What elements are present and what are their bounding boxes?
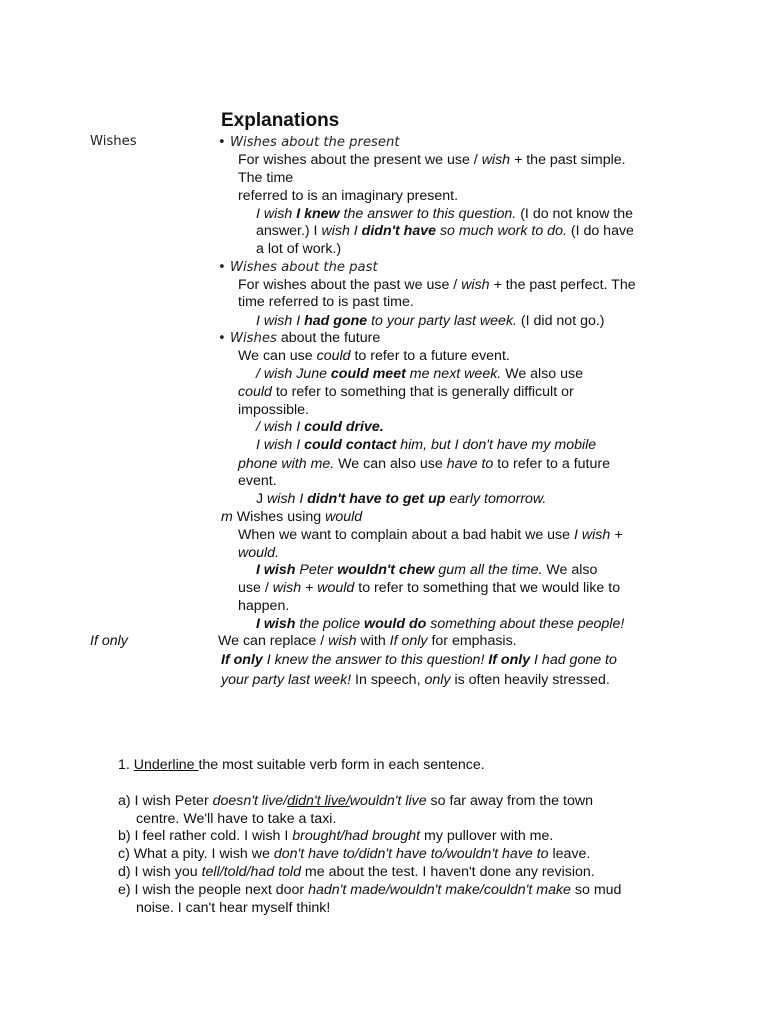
text-line [118,756,485,774]
text-segment: wish [328,633,357,649]
text-segment: When we want to complain about a bad habit we use [238,527,574,543]
text-line [118,881,621,899]
text-segment: c) What a pity. I wish we [118,846,274,862]
text-segment: would do [364,616,427,632]
text-segment: e) I wish the people next door [118,882,309,898]
text-segment: to refer to a future [493,456,610,472]
text-segment: to refer to a future event. [350,348,510,364]
text-segment: the past simple. [522,152,626,168]
text-segment: wish + [481,152,523,168]
text-segment: impossible. [238,402,309,418]
text-segment: have to [446,456,494,472]
text-line [256,561,597,579]
text-segment: I wish [256,562,296,578]
text-line [238,151,626,169]
text-line [118,845,590,863]
text-line [256,222,634,240]
text-line [136,899,330,917]
text-segment: doesn't live/ [212,793,288,809]
text-segment: to refer to something that we would like to [354,580,621,596]
text-segment: J [256,491,268,507]
text-line [238,401,309,419]
text-segment: brought/had brought [292,828,421,844]
text-line [256,418,384,436]
text-segment: (I do have [566,223,634,239]
text-line [221,508,362,526]
text-segment: leave. [548,846,591,862]
text-segment: / wish I [256,419,305,435]
text-segment: time referred to is past time. [238,294,414,310]
text-segment: If only [389,633,428,649]
text-segment: would [325,509,363,525]
text-line [221,671,610,689]
text-segment: could contact [304,437,397,453]
text-segment: early tomorrow. [445,491,547,507]
text-segment: wouldn't chew [337,562,435,578]
text-line [238,526,622,544]
text-line [256,240,341,258]
text-segment: didn't live/ [287,793,350,809]
text-segment: (I did not go.) [516,313,605,329]
text-segment: wish + would [272,580,355,596]
text-segment: • Wishes [218,331,277,346]
text-segment: so far away from the town [426,793,593,809]
text-segment: could drive. [304,419,384,435]
text-line [238,276,636,294]
text-segment: centre. We'll have to take a taxi. [136,811,337,827]
text-segment: the answer to this question. [339,206,517,222]
text-segment: a) I wish Peter [118,793,213,809]
text-segment: hadn't made/wouldn't make/couldn't make [308,882,571,898]
text-segment: me about the test. I haven't done any revision. [300,864,595,880]
text-segment: the past perfect. The [501,277,636,293]
text-segment: noise. I can't hear myself think! [136,900,331,916]
text-segment: tell/told/had told [201,864,301,880]
text-segment: For wishes about the present we use / [238,152,482,168]
text-segment: We can also use [334,456,447,472]
text-segment: could [316,348,351,364]
text-line [256,312,605,330]
text-line [118,863,595,881]
text-line [238,169,293,187]
text-segment: so much work to do. [436,223,567,239]
text-segment: gum all the time. [434,562,543,578]
text-line [136,810,336,828]
text-segment: my pullover with me. [420,828,554,844]
page-title: Explanations [221,110,340,131]
text-segment: phone with me. [238,456,335,472]
text-segment: me next week. [405,366,502,382]
text-segment: wish I [267,491,308,507]
text-segment: happen. [238,598,290,614]
text-line [218,632,517,650]
text-line [256,436,596,454]
text-segment: the most suitable verb form in each sentence. [198,757,485,773]
text-segment: We can replace / [218,633,329,649]
text-segment: • Wishes about the present [218,135,400,150]
text-segment: Peter [295,562,338,578]
text-segment: I had gone to [530,652,617,668]
text-line [218,258,378,277]
text-segment: We also [542,562,598,578]
text-segment: your party last week! [221,672,352,688]
text-segment: the police [295,616,365,632]
text-segment: only [424,672,451,688]
text-segment: didn't have [361,223,436,239]
text-line [238,579,620,597]
text-segment: use / [238,580,273,596]
text-segment: wish + [461,277,502,293]
text-segment: (I do not know the [516,206,633,222]
text-line [238,455,610,473]
text-segment: answer.) I [256,223,322,239]
text-segment: to your party last week. [367,313,517,329]
text-segment: is often heavily stressed. [450,672,610,688]
text-line [256,490,546,508]
text-segment: referred to is an imaginary present. [238,188,459,204]
text-segment: m [221,509,233,525]
text-segment: wish I [321,223,362,239]
text-line [238,187,458,205]
side-label-if-only: If only [90,633,128,649]
text-segment: 1. [118,757,134,773]
text-line [118,792,593,810]
text-line [256,615,624,633]
text-segment: a lot of work.) [256,241,342,257]
text-segment: We can use [238,348,317,364]
text-segment: b) I feel rather cold. I wish I [118,828,293,844]
text-line [238,597,289,615]
side-label-wishes: Wishes [90,134,137,149]
text-segment: something about these people! [426,616,625,632]
text-segment: wouldn't live [349,793,427,809]
text-line [238,472,277,490]
text-segment: If only [221,652,263,668]
text-segment: so mud [570,882,622,898]
text-segment: would. [238,545,280,561]
text-segment: For wishes about the past we use / [238,277,462,293]
text-line [238,544,279,562]
text-segment: with [356,633,390,649]
text-segment: I wish [256,616,296,632]
text-line [218,329,380,348]
text-segment: could [238,384,272,400]
text-segment: In speech, [351,672,425,688]
text-segment: I wish I [256,437,305,453]
text-segment: I wish + [573,527,623,543]
text-line [118,827,553,845]
text-segment: • Wishes about the past [218,260,378,275]
text-segment: had gone [304,313,368,329]
text-segment: We also use [501,366,584,382]
text-line [238,293,414,311]
text-segment: / wish June [256,366,331,382]
text-segment: him, but I don't have my mobile [396,437,597,453]
text-line [256,365,583,383]
text-segment: I knew the answer to this question! [262,652,489,668]
text-segment: didn't have to get up [307,491,446,507]
text-segment: If only [488,652,531,668]
text-segment: I wish [256,206,297,222]
text-segment: I knew [296,206,340,222]
text-segment: Wishes using [232,509,326,525]
text-segment: I wish I [256,313,305,329]
text-line [218,133,400,152]
text-line [256,205,633,223]
text-segment: The time [238,170,294,186]
text-segment: don't have to/didn't have to/wouldn't have to [273,846,549,862]
text-segment: d) I wish you [118,864,202,880]
text-line [238,347,510,365]
text-segment: to refer to something that is generally difficult or [271,384,574,400]
text-segment: Underline [133,757,199,773]
text-segment: about the future [276,330,381,346]
text-line [238,383,574,401]
text-segment: event. [238,473,277,489]
text-segment: could meet [330,366,406,382]
text-segment: for emphasis. [427,633,517,649]
text-line [221,651,617,669]
